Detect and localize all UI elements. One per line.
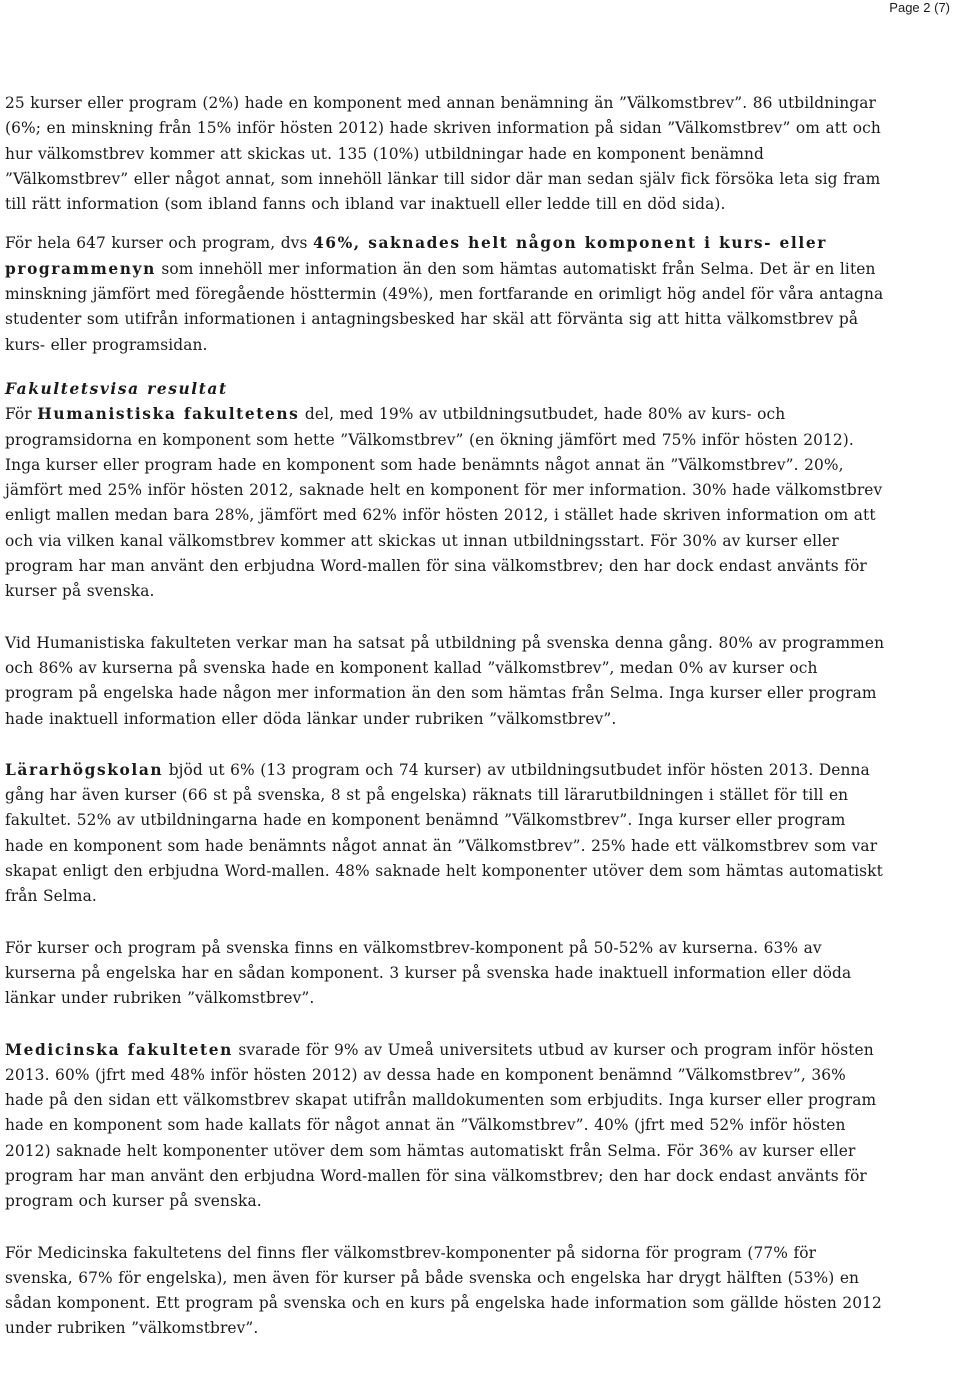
- section-heading: Fakultetsvisa resultat: [5, 379, 228, 398]
- paragraph-text: svarade för 9% av Umeå universitets utbud av kurser och program inför hösten 2013. 60% (jfrt med 48% inför hösten 2012) av dessa hade en komponent benämnd ”Välkomstbrev”, 36% hade på den sidan ett välkomstbrev skapat utifrån malldokumenten som erbjudits. Inga kurser eller program hade en komponent som hade kallats för något annat än ”Välkomstbrev”. 40% (jfrt med 52% inför hösten 2012) saknade helt komponenter utöver dem som hämtas automatiskt från Selma. För 36% av kurser eller program har man använt den erbjudna Word-mallen för sina välkomstbrev; den har dock endast använts för program och kurser på svenska.: [5, 1040, 877, 1211]
- paragraph-lararhogskolan-language: För kurser och program på svenska finns en välkomstbrev-komponent på 50-52% av kurserna. 63% av kurserna på engelska har en sådan komponent. 3 kurser på svenska hade inaktuell information eller döda länkar under rubriken ”välkomstbrev”.: [5, 938, 852, 1008]
- paragraph-missing-components: [5, 231, 885, 357]
- faculty-name-humanistiska: Humanistiska fakultetens: [37, 405, 300, 424]
- faculty-name-lararhogskolan: Lärarhögskolan: [5, 760, 164, 779]
- faculty-name-medicinska: Medicinska fakulteten: [5, 1040, 233, 1059]
- page-number-label: Page 2 (7): [889, 0, 950, 15]
- paragraph-text: del, med 19% av utbildningsutbudet, hade 80% av kurs- och programsidorna en komponent som hette ”Välkomstbrev” (en ökning jämfört med 75% inför hösten 2012). Inga kurser eller program hade en komponent som hade benämnts något annat än ”Välkomstbrev”. 20%, jämfört med 25% inför hösten 2012, saknade helt en komponent för mer information. 30% hade välkomstbrev enligt mallen medan bara 28%, jämfört med 62% inför hösten 2012, i stället hade skriven information om att och via vilken kanal välkomstbrev kommer att skickas ut innan utbildningsstart. För 30% av kurser eller program har man använt den erbjudna Word-mallen för sina välkomstbrev; den har dock endast använts för kurser på svenska.: [5, 405, 883, 601]
- paragraph-lararhogskolan: [5, 758, 885, 910]
- paragraph-medicinska: [5, 1038, 885, 1215]
- emphasis-missing-components: 46%, saknades helt någon komponent i kurs- eller programmenyn: [5, 234, 827, 278]
- paragraph-medicinska-language: För Medicinska fakultetens del finns fler välkomstbrev-komponenter på sidorna för program (77% för svenska, 67% för engelska), men även för kurser på både svenska och engelska har drygt hälften (53%) en sådan komponent. Ett program på svenska och en kurs på engelska hade information som gällde hösten 2012 under rubriken ”välkomstbrev”.: [5, 1243, 882, 1338]
- paragraph-link-information: 25 kurser eller program (2%) hade en komponent med annan benämning än ”Välkomstbrev”. 86 utbildningar (6%; en minskning från 15% inför hösten 2012) hade skriven information på sidan ”Välkomstbrev” om att och hur välkomstbrev kommer att skickas ut. 135 (10%) utbildningar hade en komponent benämnd ”Välkomstbrev” eller något annat, som innehöll länkar till sidor där man sedan själv fick försöka leta sig fram till rätt information (som ibland fanns och ibland var inaktuell eller ledde till en död sida).: [5, 94, 881, 214]
- paragraph-text: För hela 647 kurser och program, dvs: [5, 234, 313, 253]
- document-body: [5, 91, 885, 1368]
- paragraph-text: För: [5, 405, 38, 424]
- section-faculty-results: [5, 377, 885, 605]
- paragraph-text: som innehöll mer information än den som hämtas automatiskt från Selma. Det är en liten minskning jämfört med föregående hösttermin (49%), men fortfarande en orimligt hög andel för våra antagna studenter som utifrån informationen i antagningsbesked har skäl att förvänta sig att hitta välkomstbrev på kurs- eller programsidan.: [5, 259, 884, 354]
- paragraph-humanistiska-language: Vid Humanistiska fakulteten verkar man ha satsat på utbildning på svenska denna gång. 80% av programmen och 86% av kurserna på svenska hade en komponent kallad ”välkomstbrev”, medan 0% av kurser och program på engelska hade någon mer information än den som hämtas från Selma. Inga kurser eller program hade inaktuell information eller döda länkar under rubriken ”välkomstbrev”.: [5, 633, 885, 728]
- paragraph-text: bjöd ut 6% (13 program och 74 kurser) av utbildningsutbudet inför hösten 2013. Denna gång har även kurser (66 st på svenska, 8 st på engelska) räknats till lärarutbildningen i stället för till en fakultet. 52% av utbildningarna hade en komponent benämnd ”Välkomstbrev”. Inga kurser eller program hade en komponent som hade benämnts något annat än ”Välkomstbrev”. 25% hade ett välkomstbrev som var skapat enligt den erbjudna Word-mallen. 48% saknade helt komponenter utöver dem som hämtas automatiskt från Selma.: [5, 760, 883, 906]
